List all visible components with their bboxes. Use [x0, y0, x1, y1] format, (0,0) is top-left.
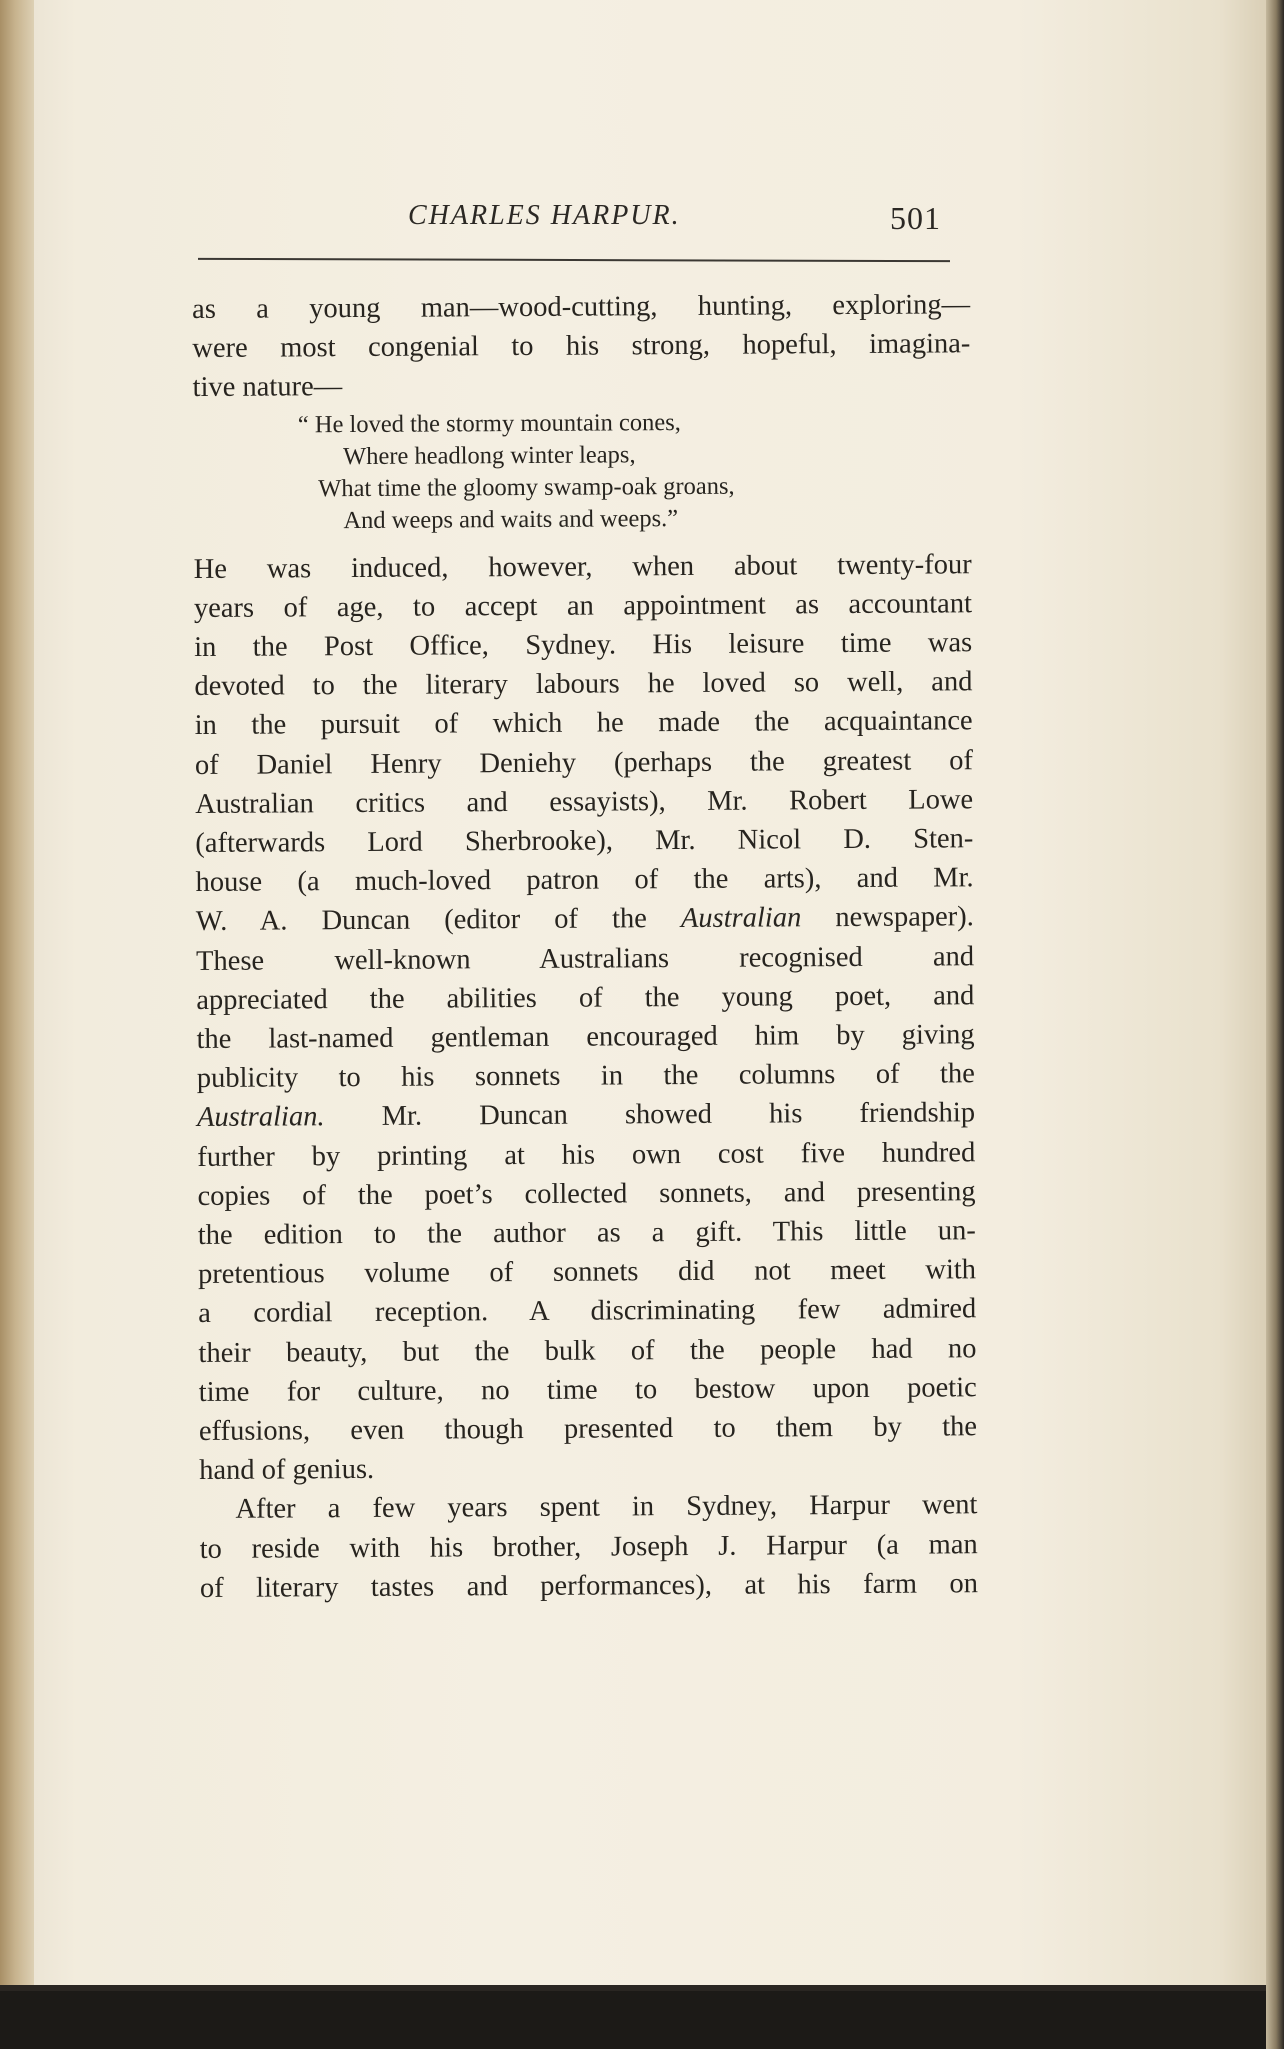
text-line: the edition to the author as a gift. This little un- [197, 1215, 976, 1252]
text-line: time for culture, no time to bestow upon poetic [198, 1372, 977, 1408]
poem-line: Where headlong winter leaps, [342, 440, 636, 470]
page-header [190, 200, 950, 240]
text-fragment: newspaper). [801, 901, 974, 934]
text-line: to reside with his brother, Joseph J. Harpur (a man [199, 1528, 978, 1565]
newspaper-title: Australian [680, 902, 802, 935]
paragraph [194, 545, 978, 1491]
text-line: as a young man—wood-cutting, hunting, exploring— [192, 289, 971, 325]
header-rule [198, 258, 950, 262]
text-line: house (a much-loved patron of the arts), and Mr. [195, 862, 974, 899]
text-line: Australian critics and essayists), Mr. Robert Lowe [195, 784, 974, 820]
poem-line: “ He loved the stormy mountain cones, [297, 408, 681, 438]
text-line [196, 898, 974, 942]
running-head: CHARLES HARPUR. [408, 200, 681, 231]
text-line: hand of genius. [199, 1454, 375, 1487]
newspaper-title: Australian. [196, 1101, 325, 1134]
text-line: These well-known Australians recognised and [196, 940, 975, 977]
text-fragment: After a few years spent in Sydney, Harpur went [235, 1489, 978, 1526]
text-line: further by printing at his own cost five hundred [197, 1136, 976, 1173]
text-line: years of age, to accept an appointment as accountant [193, 588, 973, 624]
page-number: 501 [890, 200, 941, 236]
text-line: pretentious volume of sonnets did not meet with [197, 1254, 977, 1291]
body-text [192, 285, 978, 1608]
poem-line: What time the gloomy swamp-oak groans, [318, 472, 735, 502]
page-edge [1266, 0, 1284, 2049]
text-line: effusions, even though presented to them by the [198, 1411, 978, 1448]
text-line: were most congenial to his strong, hopeful, imagina- [192, 328, 971, 365]
poem-quotation [193, 405, 972, 538]
text-line [199, 1486, 977, 1530]
text-line: publicity to his sonnets in the columns of the [196, 1058, 975, 1095]
text-fragment: Mr. Duncan showed his friendship [324, 1097, 976, 1133]
paragraph [199, 1486, 978, 1608]
text-line: a cordial reception. A discriminating few admired [198, 1293, 977, 1330]
text-line: (afterwards Lord Sherbrooke), Mr. Nicol D. Sten- [195, 823, 974, 860]
text-line [197, 1094, 975, 1138]
text-line: in the Post Office, Sydney. His leisure time was [194, 627, 973, 664]
text-line: of literary tastes and performances), at his farm on [199, 1568, 979, 1604]
poem-line: And weeps and waits and weeps.” [343, 504, 679, 534]
text-line: He was induced, however, when about twenty-four [193, 548, 972, 585]
text-line: their beauty, but the bulk of the people had no [198, 1332, 977, 1369]
binding-gutter [0, 0, 34, 1985]
text-line: appreciated the abilities of the young poet, and [196, 980, 975, 1016]
text-line: in the pursuit of which he made the acquaintance [194, 705, 973, 742]
text-line: the last-named gentleman encouraged him by giving [196, 1019, 975, 1056]
text-line: tive nature— [192, 371, 343, 404]
text-fragment: W. A. Duncan (editor of the [195, 903, 682, 938]
text-line: of Daniel Henry Deniehy (perhaps the greatest of [194, 744, 973, 781]
text-line: copies of the poet’s collected sonnets, and presenting [197, 1176, 976, 1212]
text-line: devoted to the literary labours he loved so well, and [194, 666, 973, 703]
